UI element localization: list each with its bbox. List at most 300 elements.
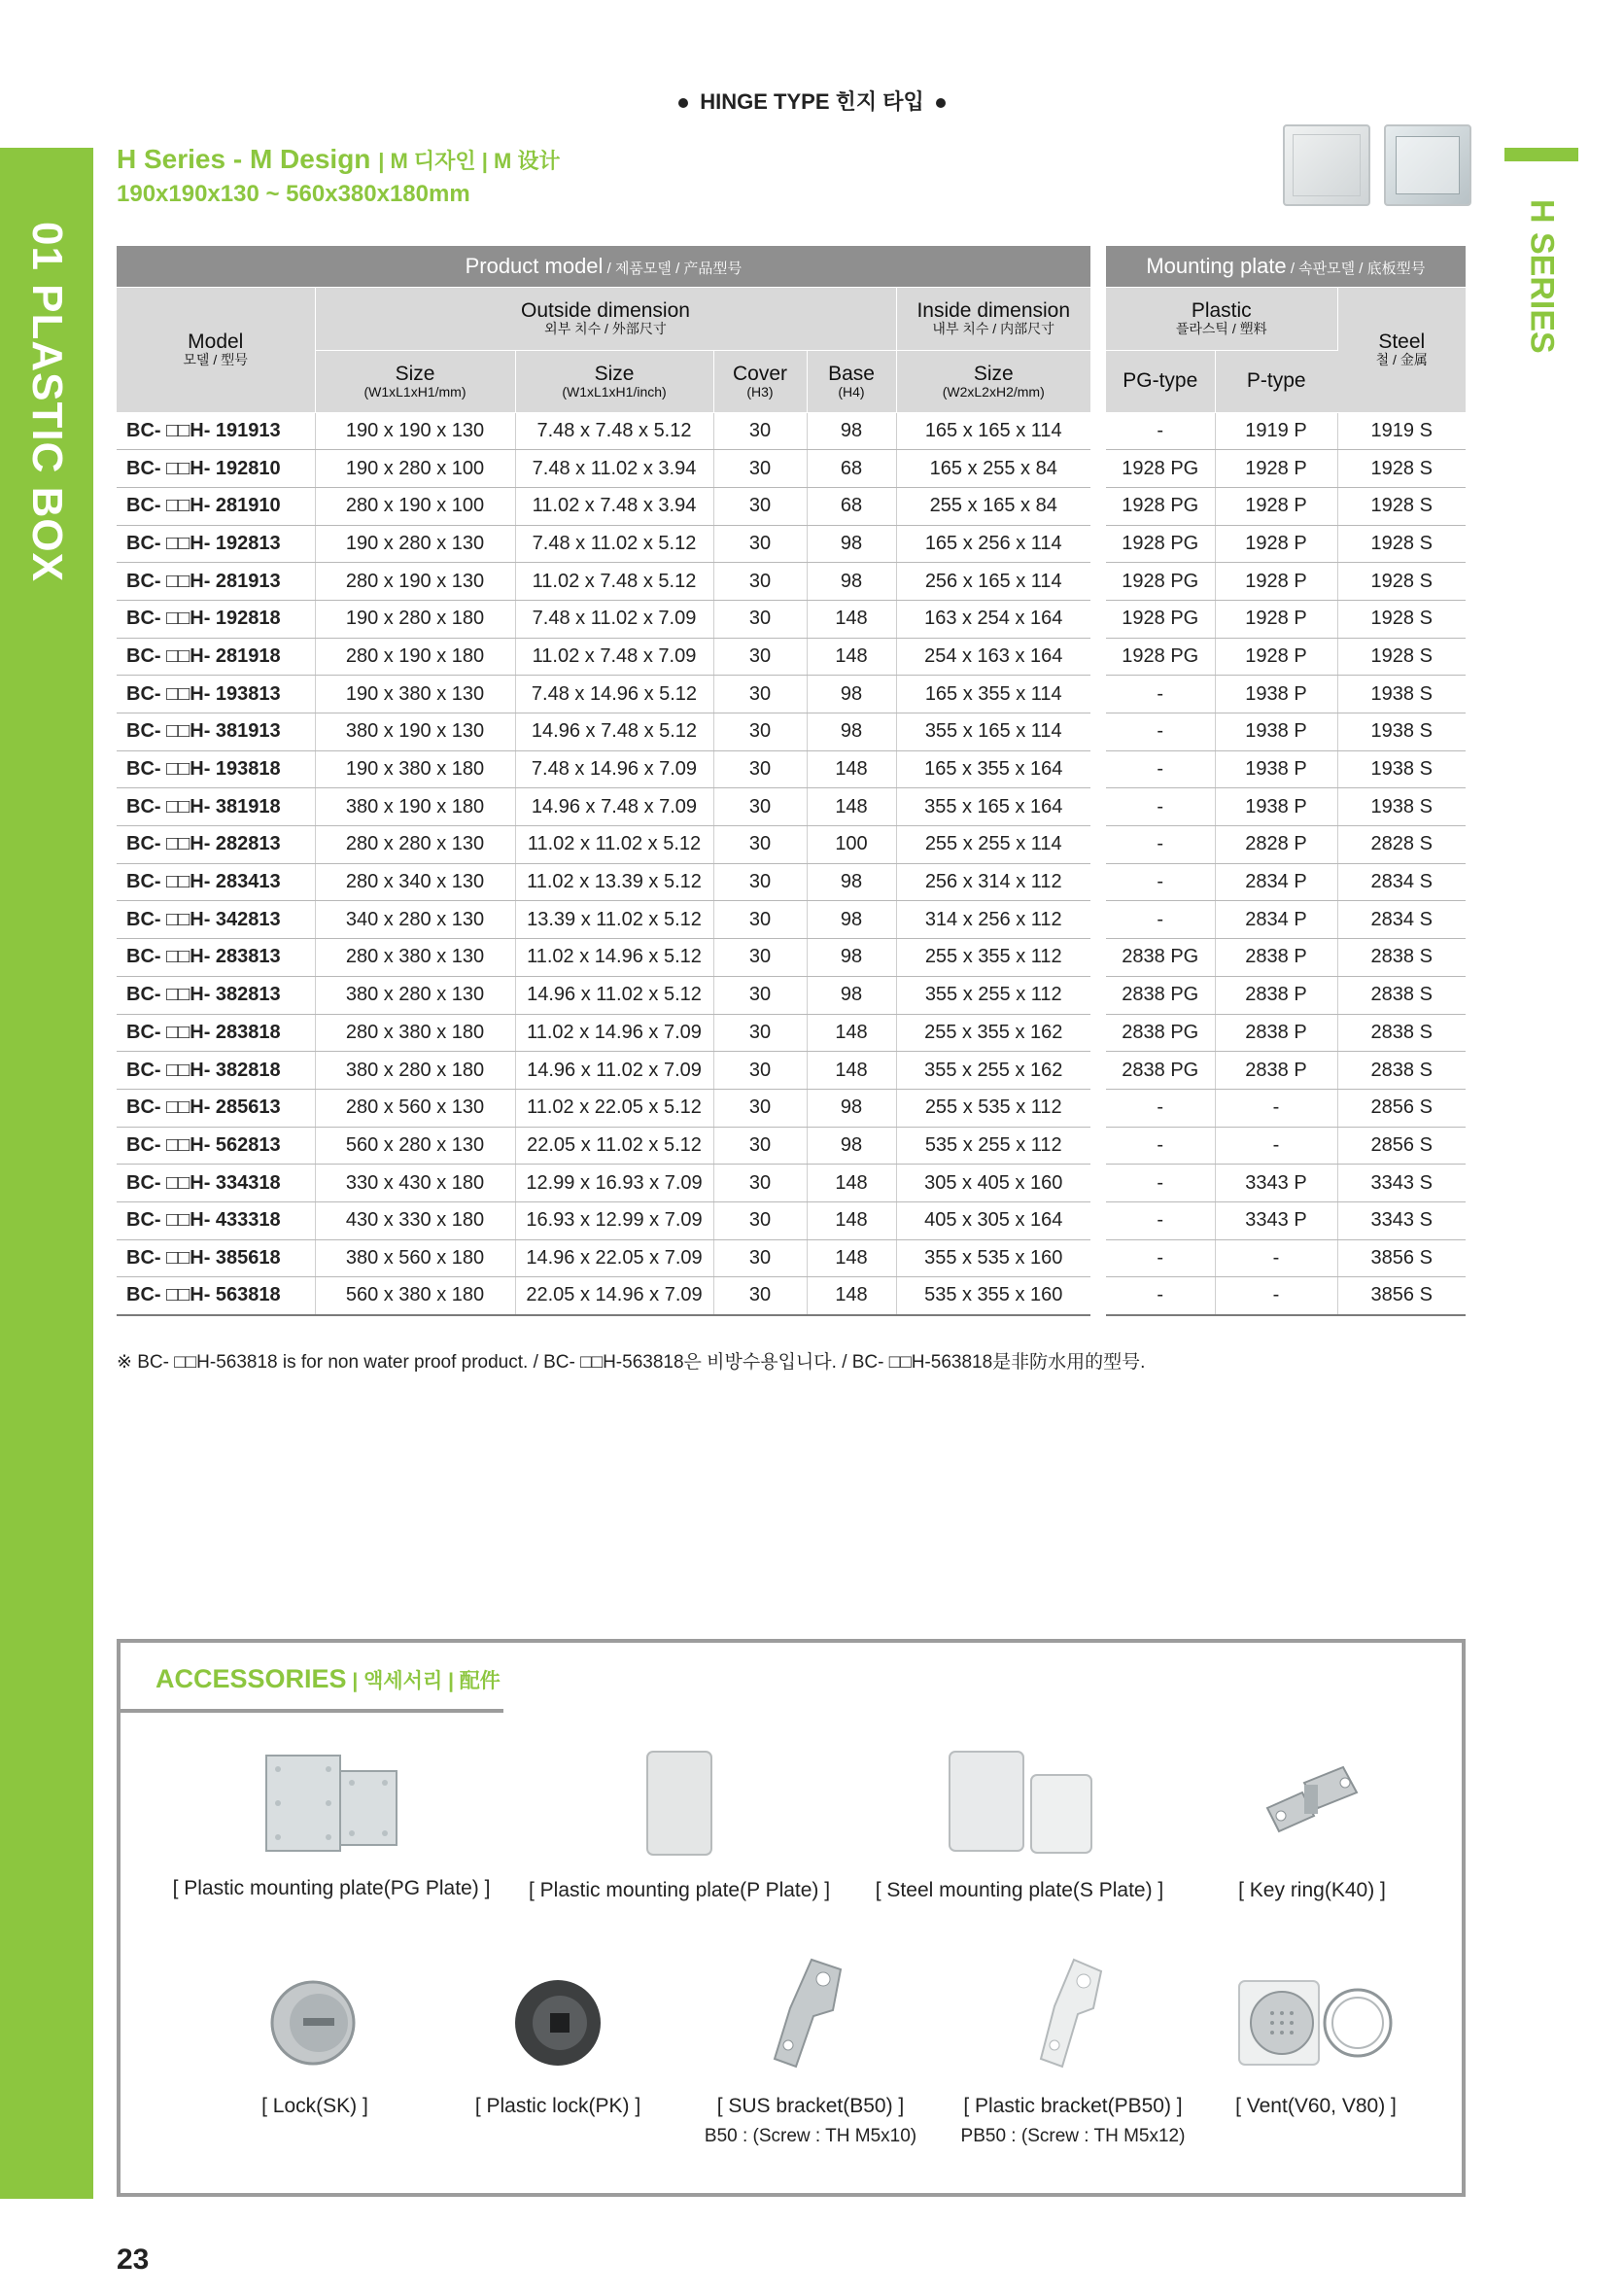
table-row bbox=[1106, 750, 1466, 788]
cell-cover: 30 bbox=[713, 450, 807, 488]
cell-inside: 165 x 255 x 84 bbox=[896, 450, 1090, 488]
table-row bbox=[117, 676, 1090, 713]
cell-cover: 30 bbox=[713, 939, 807, 977]
size-mm-header: Size (W1xL1xH1/mm) bbox=[315, 350, 515, 412]
table-row bbox=[117, 939, 1090, 977]
cell-inside: 255 x 255 x 114 bbox=[896, 826, 1090, 864]
cell-cover: 30 bbox=[713, 826, 807, 864]
cell-base: 148 bbox=[807, 1239, 896, 1277]
cell-pg: - bbox=[1106, 1165, 1215, 1202]
cell-inside: 535 x 255 x 112 bbox=[896, 1127, 1090, 1165]
cell-base: 148 bbox=[807, 1165, 896, 1202]
cell-p: 3343 P bbox=[1215, 1201, 1337, 1239]
series-range: 190x190x130 ~ 560x380x180mm bbox=[117, 181, 470, 207]
cell-p: 1938 P bbox=[1215, 788, 1337, 826]
cell-cover: 30 bbox=[713, 1052, 807, 1090]
table-row bbox=[117, 1239, 1090, 1277]
cell-s: 1928 S bbox=[1337, 525, 1466, 563]
cell-cover: 30 bbox=[713, 1165, 807, 1202]
cell-p: 2838 P bbox=[1215, 1052, 1337, 1090]
cell-model: BC- □□H- 433318 bbox=[117, 1201, 315, 1239]
cell-base: 98 bbox=[807, 976, 896, 1014]
cell-inside: 165 x 355 x 114 bbox=[896, 676, 1090, 713]
cell-base: 148 bbox=[807, 1201, 896, 1239]
cell-mm: 280 x 380 x 180 bbox=[315, 1014, 515, 1052]
accessories-panel bbox=[117, 1639, 1466, 2197]
cell-pg: - bbox=[1106, 676, 1215, 713]
cell-base: 98 bbox=[807, 1089, 896, 1127]
cell-model: BC- □□H- 285613 bbox=[117, 1089, 315, 1127]
cell-mm: 280 x 190 x 180 bbox=[315, 638, 515, 676]
cell-inside: 163 x 254 x 164 bbox=[896, 600, 1090, 638]
accessory-pg-plate: [ Plastic mounting plate(PG Plate) ] bbox=[171, 1750, 492, 1900]
cell-cover: 30 bbox=[713, 1277, 807, 1315]
accessory-lock: [ Lock(SK) ] bbox=[208, 1969, 422, 2118]
plastic-bracket-icon bbox=[1019, 1952, 1126, 2076]
table-row bbox=[117, 1201, 1090, 1239]
cell-pg: - bbox=[1106, 750, 1215, 788]
cell-p: 1928 P bbox=[1215, 525, 1337, 563]
cell-cover: 30 bbox=[713, 600, 807, 638]
cell-pg: 1928 PG bbox=[1106, 450, 1215, 488]
table-row bbox=[1106, 487, 1466, 525]
cell-inch: 11.02 x 14.96 x 5.12 bbox=[515, 939, 713, 977]
cell-inside: 355 x 165 x 164 bbox=[896, 788, 1090, 826]
table-row bbox=[117, 563, 1090, 601]
product-model-table bbox=[117, 246, 1090, 1316]
cell-p: 1919 P bbox=[1215, 412, 1337, 450]
table-row bbox=[1106, 713, 1466, 751]
cell-inside: 305 x 405 x 160 bbox=[896, 1165, 1090, 1202]
series-tab-bar bbox=[1504, 148, 1578, 161]
product-photos bbox=[1283, 121, 1477, 210]
cell-p: 1928 P bbox=[1215, 563, 1337, 601]
cell-inside: 256 x 314 x 112 bbox=[896, 863, 1090, 901]
cell-cover: 30 bbox=[713, 1127, 807, 1165]
cell-inch: 11.02 x 22.05 x 5.12 bbox=[515, 1089, 713, 1127]
cell-inch: 11.02 x 14.96 x 7.09 bbox=[515, 1014, 713, 1052]
cell-base: 100 bbox=[807, 826, 896, 864]
table-row bbox=[1106, 638, 1466, 676]
sus-bracket-icon bbox=[757, 1952, 864, 2076]
table-row bbox=[117, 1127, 1090, 1165]
cell-inside: 165 x 165 x 114 bbox=[896, 412, 1090, 450]
cell-model: BC- □□H- 283818 bbox=[117, 1014, 315, 1052]
cell-s: 1938 S bbox=[1337, 676, 1466, 713]
cell-pg: - bbox=[1106, 1277, 1215, 1315]
cell-model: BC- □□H- 282813 bbox=[117, 826, 315, 864]
grey-cover-box-image bbox=[1283, 124, 1370, 206]
cell-pg: 2838 PG bbox=[1106, 1052, 1215, 1090]
cell-pg: 1928 PG bbox=[1106, 487, 1215, 525]
cell-inside: 535 x 355 x 160 bbox=[896, 1277, 1090, 1315]
cell-s: 1919 S bbox=[1337, 412, 1466, 450]
cell-mm: 330 x 430 x 180 bbox=[315, 1165, 515, 1202]
cell-p: 2838 P bbox=[1215, 976, 1337, 1014]
cell-cover: 30 bbox=[713, 487, 807, 525]
cell-inch: 22.05 x 14.96 x 7.09 bbox=[515, 1277, 713, 1315]
cell-inch: 16.93 x 12.99 x 7.09 bbox=[515, 1201, 713, 1239]
cell-mm: 190 x 280 x 180 bbox=[315, 600, 515, 638]
cell-pg: - bbox=[1106, 1239, 1215, 1277]
cell-inside: 255 x 535 x 112 bbox=[896, 1089, 1090, 1127]
cell-pg: - bbox=[1106, 412, 1215, 450]
cell-p: 2834 P bbox=[1215, 901, 1337, 939]
cell-p: 1938 P bbox=[1215, 750, 1337, 788]
cell-model: BC- □□H- 562813 bbox=[117, 1127, 315, 1165]
cell-model: BC- □□H- 193813 bbox=[117, 676, 315, 713]
plastic-lock-icon bbox=[500, 1969, 616, 2076]
cell-cover: 30 bbox=[713, 976, 807, 1014]
cell-pg: 2838 PG bbox=[1106, 976, 1215, 1014]
outside-dimension-header: Outside dimension 외부 치수 / 外部尺寸 bbox=[315, 287, 896, 350]
cell-inside: 355 x 535 x 160 bbox=[896, 1239, 1090, 1277]
cell-inch: 14.96 x 22.05 x 7.09 bbox=[515, 1239, 713, 1277]
cell-mm: 190 x 380 x 130 bbox=[315, 676, 515, 713]
table-row bbox=[117, 1052, 1090, 1090]
table-row bbox=[1106, 1239, 1466, 1277]
cell-p: 2828 P bbox=[1215, 826, 1337, 864]
cell-inch: 11.02 x 11.02 x 5.12 bbox=[515, 826, 713, 864]
cell-mm: 280 x 190 x 100 bbox=[315, 487, 515, 525]
table-row bbox=[1106, 563, 1466, 601]
cell-inch: 14.96 x 7.48 x 5.12 bbox=[515, 713, 713, 751]
cell-cover: 30 bbox=[713, 676, 807, 713]
cell-base: 98 bbox=[807, 863, 896, 901]
cell-s: 2838 S bbox=[1337, 976, 1466, 1014]
vent-icon bbox=[1233, 1969, 1399, 2076]
lock-icon bbox=[257, 1969, 373, 2076]
accessory-s-plate: [ Steel mounting plate(S Plate) ] bbox=[869, 1746, 1170, 1902]
cell-base: 148 bbox=[807, 750, 896, 788]
key-ring-icon bbox=[1254, 1744, 1370, 1861]
cell-s: 1928 S bbox=[1337, 638, 1466, 676]
cell-base: 98 bbox=[807, 563, 896, 601]
cell-cover: 30 bbox=[713, 1201, 807, 1239]
cell-mm: 560 x 280 x 130 bbox=[315, 1127, 515, 1165]
cell-pg: - bbox=[1106, 863, 1215, 901]
pg-type-header: PG-type bbox=[1106, 350, 1215, 412]
table-row bbox=[117, 788, 1090, 826]
cell-cover: 30 bbox=[713, 1014, 807, 1052]
accessory-p-plate: [ Plastic mounting plate(P Plate) ] bbox=[529, 1746, 830, 1902]
steel-header: Steel 철 / 金属 bbox=[1337, 287, 1466, 412]
size-inch-header: Size (W1xL1xH1/inch) bbox=[515, 350, 713, 412]
cell-inch: 7.48 x 14.96 x 5.12 bbox=[515, 676, 713, 713]
cell-pg: 1928 PG bbox=[1106, 600, 1215, 638]
cell-base: 98 bbox=[807, 525, 896, 563]
cell-model: BC- □□H- 281910 bbox=[117, 487, 315, 525]
cell-inch: 7.48 x 7.48 x 5.12 bbox=[515, 412, 713, 450]
cell-cover: 30 bbox=[713, 713, 807, 751]
table-row bbox=[117, 525, 1090, 563]
table-row bbox=[117, 1089, 1090, 1127]
pg-plate-icon bbox=[259, 1750, 404, 1859]
cell-s: 1938 S bbox=[1337, 750, 1466, 788]
cell-cover: 30 bbox=[713, 412, 807, 450]
cell-pg: - bbox=[1106, 826, 1215, 864]
table-row bbox=[1106, 1277, 1466, 1315]
cell-inch: 11.02 x 7.48 x 5.12 bbox=[515, 563, 713, 601]
p-plate-icon bbox=[636, 1746, 723, 1861]
cell-s: 2856 S bbox=[1337, 1127, 1466, 1165]
cell-inch: 12.99 x 16.93 x 7.09 bbox=[515, 1165, 713, 1202]
cell-s: 2838 S bbox=[1337, 939, 1466, 977]
cell-pg: - bbox=[1106, 901, 1215, 939]
cell-inch: 14.96 x 7.48 x 7.09 bbox=[515, 788, 713, 826]
cell-s: 2828 S bbox=[1337, 826, 1466, 864]
cell-pg: - bbox=[1106, 1089, 1215, 1127]
cell-inch: 14.96 x 11.02 x 7.09 bbox=[515, 1052, 713, 1090]
cell-base: 148 bbox=[807, 638, 896, 676]
bullet-icon bbox=[678, 98, 688, 108]
cell-cover: 30 bbox=[713, 638, 807, 676]
cell-mm: 280 x 280 x 130 bbox=[315, 826, 515, 864]
cell-base: 148 bbox=[807, 788, 896, 826]
cell-p: - bbox=[1215, 1239, 1337, 1277]
table-row bbox=[117, 1277, 1090, 1315]
cell-cover: 30 bbox=[713, 901, 807, 939]
cell-inch: 11.02 x 7.48 x 3.94 bbox=[515, 487, 713, 525]
cell-p: 1928 P bbox=[1215, 450, 1337, 488]
cell-mm: 280 x 560 x 130 bbox=[315, 1089, 515, 1127]
cell-pg: 1928 PG bbox=[1106, 525, 1215, 563]
cell-inside: 405 x 305 x 164 bbox=[896, 1201, 1090, 1239]
model-header: Model 모델 / 型号 bbox=[117, 287, 315, 412]
table-row bbox=[1106, 1201, 1466, 1239]
inside-dimension-header: Inside dimension 내부 치수 / 内部尺寸 bbox=[896, 287, 1090, 350]
table-row bbox=[117, 487, 1090, 525]
cell-p: 3343 P bbox=[1215, 1165, 1337, 1202]
cell-p: - bbox=[1215, 1277, 1337, 1315]
cell-s: 3856 S bbox=[1337, 1239, 1466, 1277]
cell-mm: 380 x 190 x 130 bbox=[315, 713, 515, 751]
cell-mm: 190 x 280 x 130 bbox=[315, 525, 515, 563]
cell-model: BC- □□H- 334318 bbox=[117, 1165, 315, 1202]
cell-mm: 380 x 280 x 130 bbox=[315, 976, 515, 1014]
cell-inside: 165 x 256 x 114 bbox=[896, 525, 1090, 563]
cell-base: 148 bbox=[807, 1277, 896, 1315]
table-row bbox=[1106, 412, 1466, 450]
cell-inch: 7.48 x 14.96 x 7.09 bbox=[515, 750, 713, 788]
accessory-plastic-lock: [ Plastic lock(PK) ] bbox=[432, 1969, 684, 2118]
cell-inch: 7.48 x 11.02 x 5.12 bbox=[515, 525, 713, 563]
cell-s: 3856 S bbox=[1337, 1277, 1466, 1315]
table-row bbox=[1106, 1089, 1466, 1127]
cell-mm: 380 x 280 x 180 bbox=[315, 1052, 515, 1090]
cell-s: 3343 S bbox=[1337, 1165, 1466, 1202]
table-row bbox=[117, 863, 1090, 901]
accessory-vent: [ Vent(V60, V80) ] bbox=[1209, 1969, 1423, 2118]
cell-model: BC- □□H- 382818 bbox=[117, 1052, 315, 1090]
table-row bbox=[117, 1014, 1090, 1052]
cell-inch: 13.39 x 11.02 x 5.12 bbox=[515, 901, 713, 939]
cell-base: 68 bbox=[807, 487, 896, 525]
cell-mm: 280 x 380 x 130 bbox=[315, 939, 515, 977]
footnote: ※ BC- □□H-563818 is for non water proof product. / BC- □□H-563818은 비방수용입니다. / BC- □□H-563818是非防水用的型号. bbox=[117, 1352, 1146, 1373]
cell-inside: 165 x 355 x 164 bbox=[896, 750, 1090, 788]
cell-p: 1938 P bbox=[1215, 713, 1337, 751]
cell-cover: 30 bbox=[713, 750, 807, 788]
cell-base: 148 bbox=[807, 600, 896, 638]
table-row bbox=[117, 901, 1090, 939]
p-type-header: P-type bbox=[1215, 350, 1337, 412]
cell-mm: 380 x 190 x 180 bbox=[315, 788, 515, 826]
cell-inside: 355 x 165 x 114 bbox=[896, 713, 1090, 751]
mounting-plate-table bbox=[1106, 246, 1466, 1316]
cell-inside: 255 x 355 x 162 bbox=[896, 1014, 1090, 1052]
table-row bbox=[1106, 525, 1466, 563]
cell-base: 98 bbox=[807, 901, 896, 939]
cell-cover: 30 bbox=[713, 788, 807, 826]
cell-s: 3343 S bbox=[1337, 1201, 1466, 1239]
cell-s: 1928 S bbox=[1337, 487, 1466, 525]
cell-model: BC- □□H- 281913 bbox=[117, 563, 315, 601]
cell-s: 2838 S bbox=[1337, 1014, 1466, 1052]
cell-model: BC- □□H- 192818 bbox=[117, 600, 315, 638]
cell-s: 1938 S bbox=[1337, 788, 1466, 826]
cell-pg: 2838 PG bbox=[1106, 1014, 1215, 1052]
s-plate-icon bbox=[942, 1746, 1097, 1861]
cell-p: - bbox=[1215, 1089, 1337, 1127]
cell-p: 1928 P bbox=[1215, 638, 1337, 676]
hinge-type-title: HINGE TYPE 힌지 타입 bbox=[0, 86, 1624, 116]
cell-s: 1928 S bbox=[1337, 600, 1466, 638]
cell-s: 1938 S bbox=[1337, 713, 1466, 751]
cell-inch: 22.05 x 11.02 x 5.12 bbox=[515, 1127, 713, 1165]
cell-model: BC- □□H- 283813 bbox=[117, 939, 315, 977]
cell-inside: 355 x 255 x 162 bbox=[896, 1052, 1090, 1090]
inside-size-header: Size (W2xL2xH2/mm) bbox=[896, 350, 1090, 412]
table-row bbox=[1106, 1127, 1466, 1165]
cell-mm: 190 x 280 x 100 bbox=[315, 450, 515, 488]
cell-model: BC- □□H- 385618 bbox=[117, 1239, 315, 1277]
cell-p: 2834 P bbox=[1215, 863, 1337, 901]
cell-inch: 7.48 x 11.02 x 3.94 bbox=[515, 450, 713, 488]
table-row bbox=[117, 750, 1090, 788]
cell-inside: 314 x 256 x 112 bbox=[896, 901, 1090, 939]
series-label: H SERIES bbox=[1523, 199, 1561, 354]
cell-mm: 190 x 380 x 180 bbox=[315, 750, 515, 788]
cell-model: BC- □□H- 381918 bbox=[117, 788, 315, 826]
cell-mm: 280 x 190 x 130 bbox=[315, 563, 515, 601]
cell-base: 98 bbox=[807, 713, 896, 751]
cell-model: BC- □□H- 381913 bbox=[117, 713, 315, 751]
table-row bbox=[1106, 976, 1466, 1014]
cell-base: 98 bbox=[807, 676, 896, 713]
cell-inside: 256 x 165 x 114 bbox=[896, 563, 1090, 601]
table-row bbox=[117, 412, 1090, 450]
table-row bbox=[1106, 788, 1466, 826]
cell-cover: 30 bbox=[713, 863, 807, 901]
cell-inch: 7.48 x 11.02 x 7.09 bbox=[515, 600, 713, 638]
cell-pg: - bbox=[1106, 788, 1215, 826]
base-header: Base (H4) bbox=[807, 350, 896, 412]
cell-inch: 11.02 x 13.39 x 5.12 bbox=[515, 863, 713, 901]
series-title: H Series - M Design | M 디자인 | M 设计 bbox=[117, 144, 561, 174]
cell-s: 2834 S bbox=[1337, 863, 1466, 901]
table-row bbox=[117, 638, 1090, 676]
cell-cover: 30 bbox=[713, 563, 807, 601]
table-row bbox=[1106, 901, 1466, 939]
cell-s: 2838 S bbox=[1337, 1052, 1466, 1090]
transparent-cover-box-image bbox=[1384, 124, 1471, 206]
cell-p: - bbox=[1215, 1127, 1337, 1165]
cell-p: 2838 P bbox=[1215, 1014, 1337, 1052]
cell-model: BC- □□H- 192810 bbox=[117, 450, 315, 488]
table-row bbox=[1106, 1014, 1466, 1052]
cell-model: BC- □□H- 342813 bbox=[117, 901, 315, 939]
cell-p: 1928 P bbox=[1215, 600, 1337, 638]
cell-pg: 1928 PG bbox=[1106, 638, 1215, 676]
cell-cover: 30 bbox=[713, 1239, 807, 1277]
table-row bbox=[117, 450, 1090, 488]
table-row bbox=[1106, 1052, 1466, 1090]
accessory-plastic-bracket: [ Plastic bracket(PB50) ] PB50 : (Screw : TH M5x12) bbox=[927, 1952, 1219, 2147]
cell-base: 68 bbox=[807, 450, 896, 488]
cell-cover: 30 bbox=[713, 1089, 807, 1127]
cell-model: BC- □□H- 281918 bbox=[117, 638, 315, 676]
page-number: 23 bbox=[117, 2244, 150, 2276]
cell-pg: - bbox=[1106, 713, 1215, 751]
cell-inside: 254 x 163 x 164 bbox=[896, 638, 1090, 676]
cell-cover: 30 bbox=[713, 525, 807, 563]
cell-mm: 380 x 560 x 180 bbox=[315, 1239, 515, 1277]
cell-model: BC- □□H- 283413 bbox=[117, 863, 315, 901]
cell-inch: 11.02 x 7.48 x 7.09 bbox=[515, 638, 713, 676]
product-model-header: Product model / 제품모델 / 产品型号 bbox=[117, 246, 1090, 287]
cell-inside: 255 x 355 x 112 bbox=[896, 939, 1090, 977]
table-row bbox=[117, 713, 1090, 751]
cell-inch: 14.96 x 11.02 x 5.12 bbox=[515, 976, 713, 1014]
cell-base: 98 bbox=[807, 1127, 896, 1165]
accessories-title: ACCESSORIES | 액세서리 | 配件 bbox=[155, 1664, 501, 1693]
bullet-icon bbox=[936, 98, 946, 108]
cell-base: 98 bbox=[807, 412, 896, 450]
cell-pg: 1928 PG bbox=[1106, 563, 1215, 601]
accessory-key-ring: [ Key ring(K40) ] bbox=[1205, 1744, 1419, 1902]
table-row bbox=[1106, 600, 1466, 638]
table-row bbox=[117, 826, 1090, 864]
cell-model: BC- □□H- 192813 bbox=[117, 525, 315, 563]
cell-mm: 280 x 340 x 130 bbox=[315, 863, 515, 901]
cell-model: BC- □□H- 193818 bbox=[117, 750, 315, 788]
table-row bbox=[117, 600, 1090, 638]
cell-s: 2834 S bbox=[1337, 901, 1466, 939]
cell-p: 1928 P bbox=[1215, 487, 1337, 525]
cell-base: 148 bbox=[807, 1052, 896, 1090]
table-row bbox=[1106, 863, 1466, 901]
cell-mm: 560 x 380 x 180 bbox=[315, 1277, 515, 1315]
cell-s: 2856 S bbox=[1337, 1089, 1466, 1127]
cell-model: BC- □□H- 191913 bbox=[117, 412, 315, 450]
cell-base: 148 bbox=[807, 1014, 896, 1052]
cell-s: 1928 S bbox=[1337, 563, 1466, 601]
cell-inside: 255 x 165 x 84 bbox=[896, 487, 1090, 525]
accessory-sus-bracket: [ SUS bracket(B50) ] B50 : (Screw : TH M5x10) bbox=[665, 1952, 956, 2147]
table-row bbox=[1106, 826, 1466, 864]
cell-mm: 340 x 280 x 130 bbox=[315, 901, 515, 939]
mounting-plate-header: Mounting plate / 속판모델 / 底板型号 bbox=[1106, 246, 1466, 287]
table-row bbox=[1106, 450, 1466, 488]
cell-pg: - bbox=[1106, 1127, 1215, 1165]
table-row bbox=[1106, 676, 1466, 713]
cell-mm: 190 x 190 x 130 bbox=[315, 412, 515, 450]
cell-p: 1938 P bbox=[1215, 676, 1337, 713]
table-row bbox=[117, 1165, 1090, 1202]
cell-base: 98 bbox=[807, 939, 896, 977]
cell-model: BC- □□H- 382813 bbox=[117, 976, 315, 1014]
